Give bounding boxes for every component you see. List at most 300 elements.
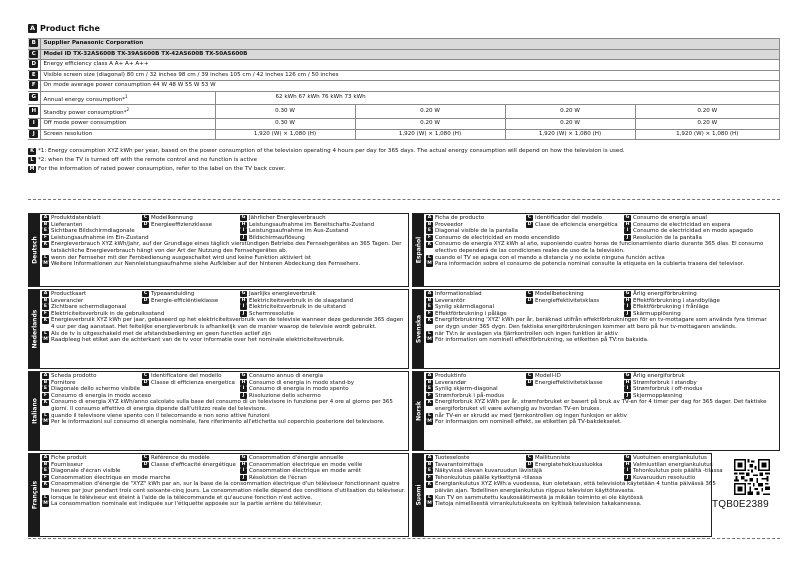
term-item bbox=[240, 468, 406, 475]
letter-badge: B bbox=[427, 297, 432, 303]
term-text: Årlig energiförbrukning bbox=[633, 291, 697, 297]
letter-badge: H bbox=[625, 297, 630, 303]
letter-badge: B bbox=[43, 297, 48, 303]
term-text: Proveedor bbox=[435, 221, 463, 228]
term-text: Strømforbruk i på-modus bbox=[435, 392, 505, 399]
language-label: Español bbox=[415, 236, 422, 264]
term-item bbox=[526, 475, 624, 482]
panel-body bbox=[424, 372, 779, 450]
term-item bbox=[426, 298, 526, 305]
letter-badge: B bbox=[427, 221, 432, 227]
note-line bbox=[426, 317, 777, 330]
letter-badge: A bbox=[43, 373, 48, 379]
term-text: Effektförbrukning i frånläge bbox=[633, 304, 709, 311]
letter-badge: I bbox=[240, 468, 247, 474]
term-item bbox=[142, 235, 240, 242]
term-text: Tavarantoimittaja bbox=[435, 461, 484, 468]
term-text: Diagonal visible de la pantalla bbox=[435, 228, 519, 235]
off-mode-label: Off mode power consumption bbox=[40, 119, 215, 130]
term-text: Fornitore bbox=[51, 379, 76, 386]
letter-badge: E bbox=[43, 468, 48, 474]
term-item bbox=[42, 298, 142, 305]
term-item bbox=[142, 222, 240, 229]
term-text: Typeaanduiding bbox=[151, 291, 195, 297]
term-item bbox=[624, 475, 723, 482]
language-label: Nederlands bbox=[31, 309, 38, 349]
term-item bbox=[42, 234, 149, 242]
term-text: Clase de eficiencia energética bbox=[535, 221, 618, 228]
letter-badge: E bbox=[427, 386, 432, 392]
table-row-off-mode: I Off mode power consumption 0.30 W 0.20 W 0.20 W 0.20 W bbox=[28, 119, 780, 130]
term-text: Consumo de electricidad en espera bbox=[633, 221, 731, 228]
note-text: Raadpleeg het etiket aan de achterkant van de tv voor informatie over het nominale elektriciteitsverbruik. bbox=[51, 337, 345, 344]
term-item bbox=[426, 455, 526, 462]
language-label: Français bbox=[31, 480, 38, 510]
letter-badge: B bbox=[43, 379, 48, 385]
term-text: Consommation d'énergie annuelle bbox=[249, 455, 344, 461]
term-item bbox=[426, 468, 543, 475]
term-text: Energie-efficiëntieklasse bbox=[151, 297, 219, 304]
term-text: Modellkennung bbox=[151, 215, 193, 221]
term-item bbox=[240, 291, 406, 298]
document-code: TQB0E2389 bbox=[712, 499, 769, 510]
letter-badge: M bbox=[427, 261, 432, 267]
term-item bbox=[42, 310, 165, 318]
panel-deutsch bbox=[28, 213, 409, 287]
letter-badge: A bbox=[427, 291, 432, 297]
term-item bbox=[526, 462, 624, 469]
term-text: Consumo de electricidad en modo apagado bbox=[633, 228, 753, 235]
language-tab bbox=[29, 214, 40, 286]
letter-badge: I bbox=[624, 228, 631, 234]
term-text: Ficha de producto bbox=[435, 215, 485, 221]
letter-badge: F bbox=[427, 475, 432, 481]
term-item bbox=[142, 304, 240, 311]
term-item bbox=[240, 235, 406, 242]
standby-value: 0.20 W bbox=[355, 105, 505, 119]
title-text: Product fiche bbox=[40, 24, 100, 33]
language-label: Svenska bbox=[415, 314, 422, 344]
term-item bbox=[142, 228, 240, 235]
term-text: Consumo di energia in modo stand-by bbox=[249, 379, 355, 386]
term-item bbox=[624, 291, 777, 298]
note-line bbox=[426, 495, 723, 502]
term-item bbox=[142, 462, 240, 469]
page-title bbox=[28, 24, 100, 33]
letter-badge: I bbox=[624, 304, 631, 310]
term-grid bbox=[42, 373, 406, 399]
letter-badge: D bbox=[143, 379, 148, 385]
letter-badge: L bbox=[426, 413, 433, 419]
term-text: Skjermoppløsning bbox=[633, 392, 683, 399]
letter-badge: A bbox=[43, 215, 48, 221]
term-item bbox=[142, 311, 240, 318]
term-text: Energieffektivitetsklass bbox=[535, 297, 600, 304]
letter-badge: K bbox=[43, 241, 48, 247]
note-line bbox=[42, 241, 406, 254]
term-text: Mallitunniste bbox=[535, 455, 571, 461]
term-item bbox=[42, 215, 142, 222]
note-line bbox=[42, 261, 406, 268]
term-grid bbox=[42, 455, 406, 481]
letter-badge: A bbox=[43, 455, 48, 461]
letter-badge: D bbox=[143, 221, 148, 227]
term-text: Strømforbruk i standby bbox=[633, 379, 697, 386]
letter-badge: H bbox=[625, 379, 630, 385]
note-line bbox=[426, 501, 723, 508]
note-text: Energiforbruk XYZ kWh per år, strømforbruket er basert på bruk av TV-en for 4 timer per dag for 365 dager. Det faktiske energiforbruket vil være avhengig av hvordan TV-en brukes. bbox=[435, 399, 767, 412]
on-mode-text: On mode average power consumption 44 W 48 W 55 W 53 W bbox=[40, 81, 780, 92]
note-text: For informasjon om nominell effekt, se etiketten på TV-bakdekselet. bbox=[435, 419, 622, 426]
term-item bbox=[426, 222, 526, 229]
letter-badge: H bbox=[625, 221, 630, 227]
term-item bbox=[624, 373, 777, 380]
panel-body bbox=[424, 214, 779, 286]
letter-badge: L bbox=[426, 255, 433, 261]
panel-francais bbox=[28, 453, 409, 537]
standby-label: Standby power consumption*$^2$ bbox=[40, 105, 215, 119]
note-line bbox=[426, 419, 777, 426]
letter-badge: J bbox=[240, 393, 247, 399]
note-text: när TV:n är avslagen via fjärrkontrollen och ingen funktion är aktiv bbox=[435, 330, 618, 337]
term-item bbox=[426, 291, 526, 298]
term-text: Résolution de l'écran bbox=[249, 474, 307, 481]
term-item bbox=[42, 380, 142, 387]
note-text: Energiankulutus XYZ kWh:a vuodessa, kun oletetaan, että televisiota käytetään 4 tuntia päivässä 365 päivän ajan. Todellinen energiankulutus riippuu television käyttötavasta. bbox=[435, 481, 716, 494]
letter-badge: I bbox=[240, 386, 247, 392]
term-item bbox=[624, 304, 777, 311]
letter-badge: A bbox=[427, 455, 432, 461]
note-text: lorsque le téléviseur est éteint à l'aide de la télécommande et qu'aucune fonction n'est active. bbox=[51, 494, 313, 501]
note-line bbox=[426, 241, 777, 254]
letter-badge: I bbox=[624, 386, 631, 392]
term-text: Skärmupplösning bbox=[633, 310, 681, 317]
letter-badge: E bbox=[427, 228, 432, 234]
letter-badge: L bbox=[426, 495, 433, 501]
term-text: Consumo de energía anual bbox=[633, 215, 707, 221]
term-item bbox=[526, 215, 624, 222]
language-tab bbox=[29, 372, 40, 450]
panel-body bbox=[40, 372, 408, 450]
letter-badge: I bbox=[240, 228, 247, 234]
table-row-model: C Model ID TX-32AS600B TX-39AS600B TX-42AS600B TX-50AS600B bbox=[28, 49, 780, 60]
note-text: Als de tv is uitgeschakeld met de afstandsbediening en geen functies actief zijn bbox=[51, 330, 271, 337]
term-text: Consumo di energia in modo spento bbox=[249, 386, 349, 393]
resolution-value: 1,920 (W) × 1,080 (H) bbox=[635, 129, 780, 140]
term-item bbox=[42, 373, 142, 380]
letter-badge: C bbox=[527, 455, 532, 461]
note-text: Per le informazioni sul consumo di energia nominale, fare riferimento all'etichetta sul coperchio posteriore del televisore. bbox=[51, 419, 385, 426]
language-tab bbox=[413, 454, 424, 536]
term-item bbox=[42, 304, 142, 311]
term-item bbox=[42, 228, 142, 235]
panel-body bbox=[40, 290, 408, 368]
term-text: Elektriciteitsverbruik in de uitstand bbox=[249, 304, 346, 311]
term-item bbox=[240, 380, 406, 387]
term-text: Valmiustilan energiankulutus bbox=[633, 461, 713, 468]
term-item bbox=[240, 386, 406, 393]
term-item bbox=[142, 455, 240, 462]
off-mode-value: 0.20 W bbox=[505, 119, 635, 130]
term-text: Leverantör bbox=[435, 297, 465, 304]
note-text: Weitere Informationen zur Nennleistungsaufnahme siehe Aufkleber auf der hinteren Abdeckung des Fernsehers. bbox=[51, 261, 361, 268]
off-mode-value: 0.20 W bbox=[635, 119, 780, 130]
table-row-screen-size: E Visible screen size (diagonal) 80 cm / 32 inches 98 cm / 39 inches 105 cm / 42 inches 126 cm / 50 inches bbox=[28, 70, 780, 81]
term-item bbox=[526, 468, 624, 475]
term-text: Informationsblad bbox=[435, 291, 482, 297]
note-line bbox=[426, 261, 777, 268]
model-text: Model ID TX-32AS600B TX-39AS600B TX-42AS600B TX-50AS600B bbox=[40, 49, 780, 60]
letter-badge: I bbox=[624, 468, 631, 474]
letter-badge: M bbox=[43, 501, 48, 507]
term-item bbox=[526, 304, 624, 311]
letter-badge: F bbox=[427, 311, 432, 317]
language-tab bbox=[413, 290, 424, 368]
note-line bbox=[42, 317, 406, 330]
annual-value: 62 kWh 67 kWh 76 kWh 73 kWh bbox=[215, 91, 780, 105]
letter-badge: M bbox=[427, 419, 432, 425]
term-item bbox=[42, 468, 142, 475]
footnote: M For the information of rated power consumption, refer to the label on the TV back cover. bbox=[29, 166, 286, 172]
term-text: Consommation électrique en mode arrêt bbox=[249, 468, 361, 475]
term-text: Consumo di energia in modo acceso bbox=[51, 392, 151, 399]
term-text: Energieffektivitetsklasse bbox=[535, 379, 603, 386]
table-row-resolution: J Screen resolution 1,920 (W) × 1,080 (H) 1,920 (W) × 1,080 (H) 1,920 (W) × 1,080 (H) 1,920 (W) × 1,080 (H) bbox=[28, 129, 780, 140]
letter-badge: H bbox=[241, 461, 246, 467]
letter-badge: F bbox=[43, 393, 48, 399]
term-item bbox=[624, 380, 777, 387]
letter-badge: J bbox=[240, 235, 247, 241]
term-text: Effektförbrukning i standbyläge bbox=[633, 297, 720, 304]
note-line bbox=[42, 399, 406, 412]
letter-badge: F bbox=[43, 475, 48, 481]
letter-badge: D bbox=[527, 221, 532, 227]
term-grid bbox=[426, 215, 777, 241]
term-item bbox=[624, 222, 777, 229]
letter-badge: K bbox=[427, 317, 432, 323]
term-item bbox=[42, 392, 151, 400]
supplier-text: Supplier Panasonic Corporation bbox=[40, 39, 780, 50]
term-text: Risoluzione dello schermo bbox=[249, 392, 321, 399]
note-line bbox=[42, 501, 406, 508]
off-mode-value: 0.20 W bbox=[355, 119, 505, 130]
letter-badge: A bbox=[427, 373, 432, 379]
letter-badge: L bbox=[42, 255, 49, 261]
note-text: wenn der Fernseher mit der Fernbedienung ausgeschaltet wird und keine Funktion aktiviert ist bbox=[51, 254, 311, 261]
off-mode-value: 0.30 W bbox=[215, 119, 355, 130]
term-text: Schermresolutie bbox=[249, 310, 294, 317]
note-text: Energieverbruik XYZ kWh per jaar, gebaseerd op het elektriciteitsverbruik van de televisie wanneer deze gedurende 365 dagen 4 uur per dag aanstaat. Het feitelijke energieverbruik is afhankelijk van de manier waarop de televisie wordt gebruikt. bbox=[51, 317, 404, 330]
table-row-annual: G Annual energy consumption*$^1$ 62 kWh 67 kWh 76 kWh 73 kWh bbox=[28, 91, 780, 105]
letter-badge: H bbox=[625, 461, 630, 467]
language-label: Suomi bbox=[415, 484, 422, 506]
term-item bbox=[142, 298, 240, 305]
panel-suomi bbox=[412, 453, 723, 537]
term-text: Fournisseur bbox=[51, 461, 83, 468]
letter-badge: G bbox=[241, 455, 246, 461]
letter-badge: J bbox=[240, 311, 247, 317]
term-text: Energieeffizienzklasse bbox=[151, 221, 212, 228]
letter-badge: E bbox=[427, 304, 432, 310]
term-text: Leistungsaufnahme im Aus-Zustand bbox=[249, 228, 349, 235]
term-item bbox=[42, 291, 142, 298]
note-text: Consumo di energia XYZ kWh/anno calcolato sulla base del consumo di un televisore in funzione per 4 ore al giorno per 365 giorni. Il consumo effettivo di energia dipende dall'utilizzo reale del televisore. bbox=[51, 399, 393, 412]
term-text: Consumo de electricidad en modo encendido bbox=[435, 234, 560, 241]
letter-badge: C bbox=[527, 215, 532, 221]
letter-badge: F bbox=[43, 311, 48, 317]
annual-label: Annual energy consumption*$^1$ bbox=[40, 91, 215, 105]
term-item bbox=[624, 386, 777, 393]
letter-badge: E bbox=[427, 468, 432, 474]
term-item bbox=[142, 215, 240, 222]
note-text: quando il televisore viene spento con il telecomando e non sono attive funzioni bbox=[51, 412, 270, 419]
term-item bbox=[526, 298, 624, 305]
letter-badge: D bbox=[527, 461, 532, 467]
term-item bbox=[526, 222, 624, 229]
letter-badge: F bbox=[427, 393, 432, 399]
term-item bbox=[426, 462, 526, 469]
screen-size-text: Visible screen size (diagonal) 80 cm / 32 inches 98 cm / 39 inches 105 cm / 42 inches 126 cm / 50 inches bbox=[40, 70, 780, 81]
letter-badge: G bbox=[625, 373, 630, 379]
term-text: Synlig skjerm-diagonal bbox=[435, 386, 498, 393]
letter-badge: M bbox=[43, 261, 48, 267]
panel-body bbox=[424, 290, 779, 368]
term-text: Leistungsaufnahme im Bereitschafts-Zustand bbox=[249, 221, 375, 228]
letter-badge: C bbox=[527, 373, 532, 379]
term-grid bbox=[426, 455, 723, 481]
term-text: Tuoteseloste bbox=[435, 455, 470, 461]
note-text: La consommation nominale est indiquée sur l'étiquette apposée sur la partie arrière du téléviseur. bbox=[51, 501, 323, 508]
letter-badge: G bbox=[241, 291, 246, 297]
term-text: Elektriciteitsverbruik in de slaapstand bbox=[249, 297, 354, 304]
letter-badge: E bbox=[43, 386, 48, 392]
term-text: Consommation électrique en mode veille bbox=[249, 461, 363, 468]
letter-badge: A bbox=[29, 24, 36, 32]
letter-badge: A bbox=[427, 215, 432, 221]
letter-badge: C bbox=[143, 373, 148, 379]
term-item bbox=[240, 298, 406, 305]
term-item bbox=[142, 386, 240, 393]
letter-badge: M bbox=[43, 337, 48, 343]
term-text: Classe d'efficacité énergétique bbox=[151, 461, 236, 468]
letter-badge: E bbox=[43, 304, 48, 310]
term-text: Leverancier bbox=[51, 297, 84, 304]
term-text: Identificatore del modello bbox=[151, 373, 222, 379]
letter-badge: K bbox=[427, 241, 432, 247]
letter-badge: L bbox=[42, 331, 49, 337]
standby-value: 0.20 W bbox=[505, 105, 635, 119]
panel-espanol bbox=[412, 213, 780, 287]
letter-badge: G bbox=[625, 455, 630, 461]
standby-value: 0.20 W bbox=[635, 105, 780, 119]
term-text: Sichtbare Bildschirmdiagonale bbox=[51, 228, 135, 235]
note-line bbox=[42, 481, 406, 494]
letter-badge: K bbox=[43, 317, 48, 323]
term-text: Identificador del modelo bbox=[535, 215, 603, 221]
letter-badge: J bbox=[624, 235, 631, 241]
term-item bbox=[240, 304, 406, 311]
note-line bbox=[42, 419, 406, 426]
term-text: Produktdatenblatt bbox=[51, 215, 101, 221]
term-text: Leverandør bbox=[435, 379, 467, 386]
term-item bbox=[426, 380, 526, 387]
term-item bbox=[624, 455, 723, 462]
letter-badge: K bbox=[43, 481, 48, 487]
letter-badge: A bbox=[43, 291, 48, 297]
term-text: Consommation électrique en mode marche bbox=[51, 474, 171, 481]
term-text: Référence du modèle bbox=[151, 455, 210, 461]
term-text: Tehonkulutus pois päältä -tilassa bbox=[633, 468, 723, 475]
letter-badge: G bbox=[241, 215, 246, 221]
term-item bbox=[426, 228, 526, 235]
letter-badge: E bbox=[43, 228, 48, 234]
panel-svenska bbox=[412, 289, 780, 369]
note-text: Tietoja nimellisestä virrankulutuksesta on kyltissä television takakannessa. bbox=[435, 501, 642, 508]
language-tab bbox=[413, 214, 424, 286]
term-item bbox=[42, 386, 142, 393]
term-text: Modell-ID bbox=[535, 373, 561, 379]
letter-badge: H bbox=[241, 221, 246, 227]
term-item bbox=[142, 380, 240, 387]
note-line bbox=[42, 331, 406, 338]
letter-badge: K bbox=[43, 399, 48, 405]
term-text: Zichtbare schermdiagonaal bbox=[51, 304, 127, 311]
term-text: Resolución de la pantalla bbox=[633, 234, 702, 241]
term-item bbox=[142, 393, 240, 400]
letter-badge: B bbox=[43, 221, 48, 227]
note-line bbox=[426, 481, 723, 494]
letter-badge: B bbox=[43, 461, 48, 467]
term-text: Effektförbrukning i påläge bbox=[435, 310, 507, 317]
table-row-supplier: B Supplier Panasonic Corporation bbox=[28, 39, 780, 50]
term-text: Diagonale dello schermo visibile bbox=[51, 386, 141, 393]
term-item bbox=[240, 311, 406, 318]
term-item bbox=[426, 304, 526, 311]
letter-badge: J bbox=[624, 311, 631, 317]
note-text: Para información sobre el consumo de potencia nominal consulte la etiqueta en la cubierta trasera del televisor. bbox=[435, 261, 745, 268]
term-text: Produktinfo bbox=[435, 373, 467, 379]
term-text: Årlig energiforbruk bbox=[633, 373, 685, 379]
term-text: Lieferanten bbox=[51, 221, 83, 228]
standby-value: 0.30 W bbox=[215, 105, 355, 119]
letter-badge: D bbox=[143, 297, 148, 303]
term-item bbox=[240, 228, 406, 235]
term-item bbox=[526, 380, 624, 387]
language-label: Italiano bbox=[31, 398, 38, 424]
term-grid bbox=[426, 373, 777, 399]
note-text: Consommation d'énergie de "XYZ" kWh par an, sur la base de la consommation électrique d'un téléviseur fonctionnant quatre heures par jour pendant trois cent soixante-cinq jours. La consommation réelle dépend des conditions d'utilisation du téléviseur. bbox=[51, 481, 406, 494]
term-text: Diagonale d'écran visible bbox=[51, 468, 121, 475]
letter-badge: L bbox=[426, 331, 433, 337]
letter-badge: B bbox=[427, 379, 432, 385]
term-item bbox=[240, 222, 406, 229]
term-text: Leistungsaufnahme im Ein-Zustand bbox=[51, 234, 149, 241]
note-line bbox=[42, 255, 406, 262]
term-text: Elektriciteitsverbruik in de gebruiksstand bbox=[51, 310, 165, 317]
term-item bbox=[240, 373, 406, 380]
letter-badge: D bbox=[527, 297, 532, 303]
term-item bbox=[526, 455, 624, 462]
term-item bbox=[42, 222, 142, 229]
term-item bbox=[240, 215, 406, 222]
term-text: Energiatehokkuusluokka bbox=[535, 461, 603, 468]
term-item bbox=[526, 386, 624, 393]
letter-badge: H bbox=[241, 297, 246, 303]
note-text: Kun TV on sammutettu kaukosäätimestä ja mikään toiminto ei ole käytössä bbox=[435, 494, 643, 501]
letter-badge: L bbox=[42, 495, 49, 501]
term-item bbox=[526, 291, 624, 298]
term-text: Vuotuinen energiankulutus bbox=[633, 455, 707, 461]
